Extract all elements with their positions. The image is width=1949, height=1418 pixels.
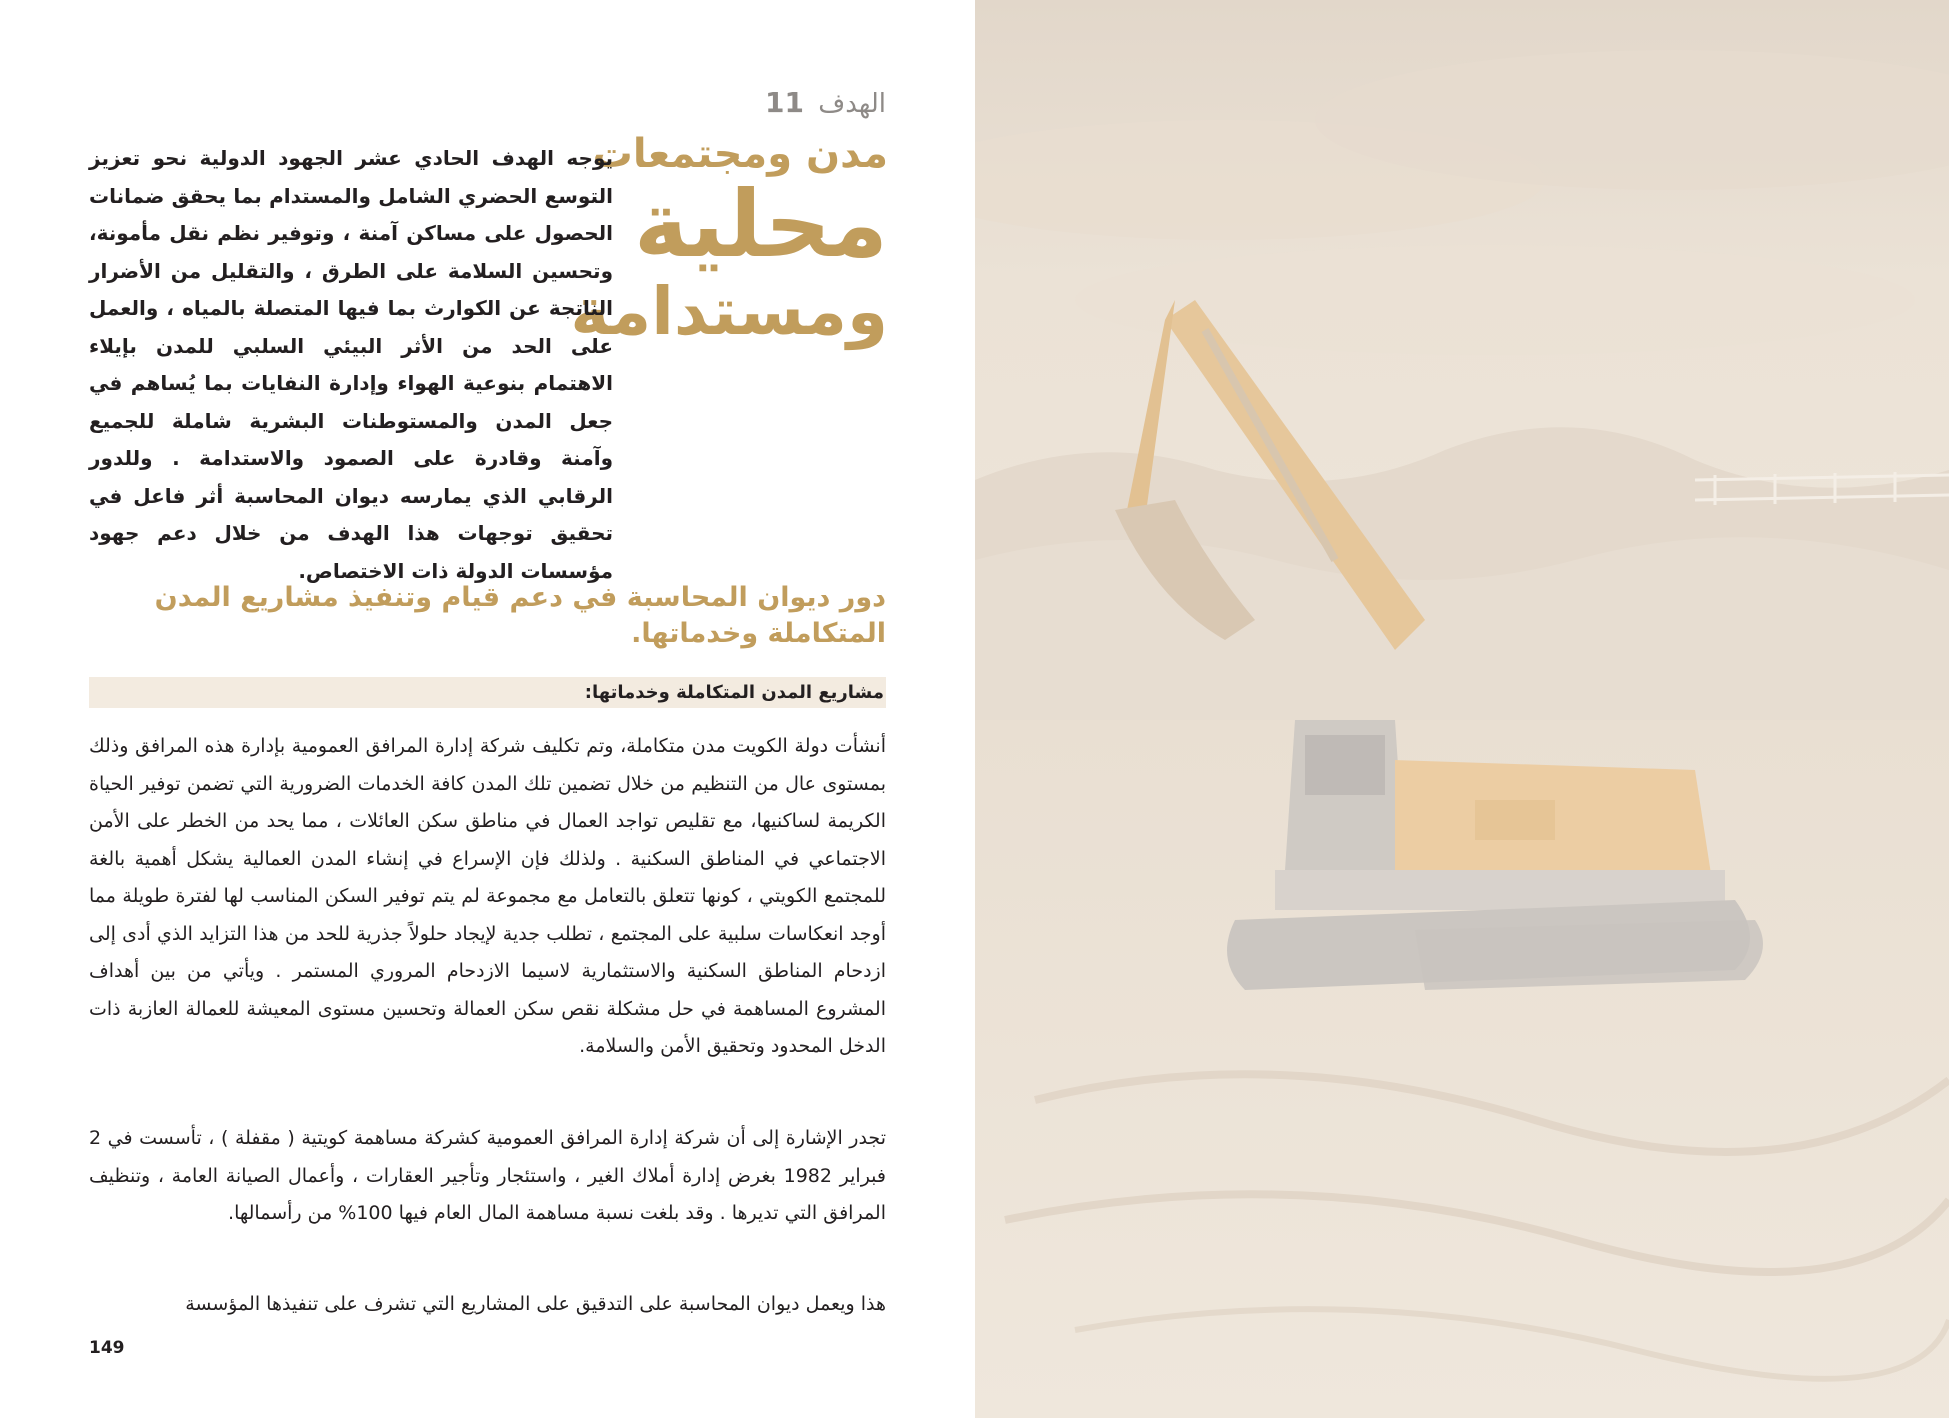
excavator-photo [975,0,1949,1418]
title-line-3: ومستدامة [570,273,888,350]
excavator-grille [1475,800,1555,840]
section-heading: دور ديوان المحاسبة في دعم قيام وتنفيذ مشاريع المدن المتكاملة وخدماتها. [154,582,886,649]
goal-label [765,86,886,119]
excavator-illustration [975,0,1949,1418]
excavator-track-rear [1415,920,1763,990]
title-line-1: مدن ومجتمعات [592,131,888,177]
body-paragraph-2: تجدر الإشارة إلى أن شركة إدارة المرافق العمومية كشركة مساهمة كويتية ( مقفلة ) ، تأسست في 2 فبراير 1982 بغرض إدارة أملاك الغير ، واستئجار وتأجير العقارات ، وأعمال الصيانة العامة ، وتنظيف المرافق التي تديرها . وقد بلغت نسبة مساهمة المال العام فيها 100% من رأسمالها. [89,1127,886,1224]
page-number: 149 [89,1338,125,1358]
body-paragraph-1: أنشأت دولة الكويت مدن متكاملة، وتم تكليف شركة إدارة المرافق العمومية بإدارة هذه المرافق وذلك بمستوى عال من التنظيم من خلال تضمين تلك المدن كافة الخدمات الضرورية التي تضمن توفير الحياة الكريمة لساكنيها، مع تقليص تواجد العمال في مناطق سكن العائلات ، مما يحد من الخطر على الأمن الاجتماعي في المناطق السكنية . ولذلك فإن الإسراع في إنشاء المدن العمالية يشكل أهمية بالغة للمجتمع الكويتي ، كونها تتعلق بالتعامل مع مجموعة لم يتم توفير السكن المناسب لها لفترة طويلة مما أوجد انعكاسات سلبية على المجتمع ، تطلب جدية لإيجاد حلولاً جذرية للحد من هذا التزايد الذي أدى إلى ازدحام المناطق السكنية والاستثمارية لاسيما الازدحام المروري المستمر . ويأتي من بين أهداف المشروع المساهمة في حل مشكلة نقص سكن العمالة وتحسين مستوى المعيشة للعمالة العازبة ذات الدخل المحدود وتحقيق الأمن والسلامة. [89,735,886,1057]
subheading-bar [89,677,886,708]
title-line-2: محلية [633,171,888,278]
goal-number: 11 [765,86,804,119]
goal-label-text: الهدف [818,89,886,119]
page-title [570,131,888,350]
subheading-text: مشاريع المدن المتكاملة وخدماتها: [584,682,884,703]
body-paragraph-3: هذا ويعمل ديوان المحاسبة على التدقيق على المشاريع التي تشرف على تنفيذها المؤسسة [185,1293,886,1315]
intro-paragraph: يوجه الهدف الحادي عشر الجهود الدولية نحو تعزيز التوسع الحضري الشامل والمستدام بما يحقق ضمانات الحصول على مساكن آمنة ، وتوفير نظم نقل مأمونة، وتحسين السلامة على الطرق ، والتقليل من الأضرار الناتجة عن الكوارث بما فيها المتصلة بالمياه ، والعمل على الحد من الأثر البيئي السلبي للمدن بإيلاء الاهتمام بنوعية الهواء وإدارة النفايات بما يُساهم في جعل المدن والمستوطنات البشرية شاملة للجميع وآمنة وقادرة على الصمود والاستدامة . وللدور الرقابي الذي يمارسه ديوان المحاسبة أثر فاعل في تحقيق توجهات هذا الهدف من خلال دعم جهود مؤسسات الدولة ذات الاختصاص. [89,146,613,583]
excavator-window [1305,735,1385,795]
